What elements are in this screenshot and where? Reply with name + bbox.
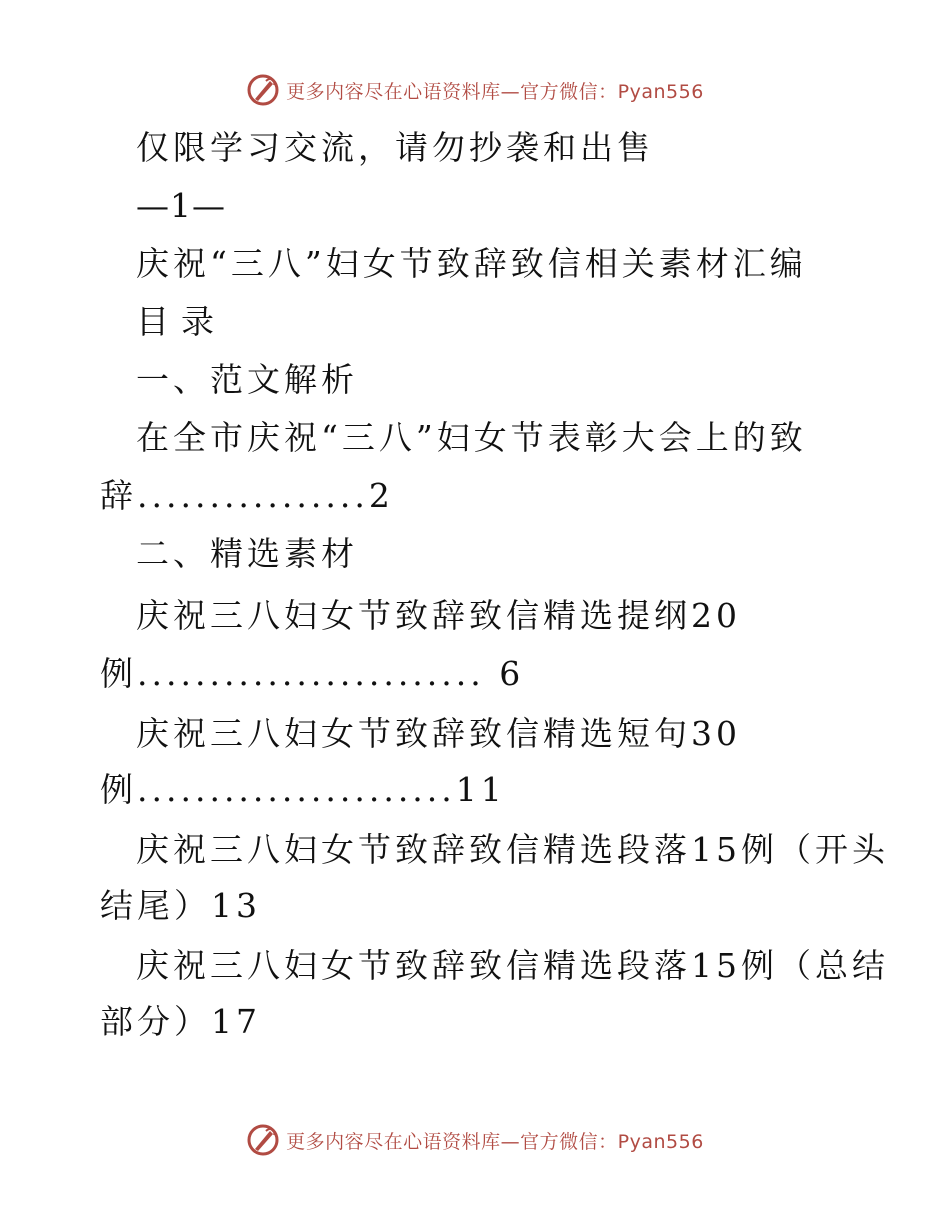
quill-logo-icon xyxy=(246,1123,280,1157)
toc-entry: 在全市庆祝“三八”妇女节表彰大会上的致 xyxy=(136,418,807,457)
toc-entry: 庆祝三八妇女节致辞致信精选段落15例（总结 xyxy=(136,946,889,985)
toc-entry-continuation: 例........................ 6 xyxy=(100,654,525,693)
toc-entry-continuation: 辞................2 xyxy=(100,476,394,515)
toc-section-heading: 一、范文解析 xyxy=(136,360,358,399)
page-number: —1— xyxy=(136,186,226,225)
watermark-text: 更多内容尽在心语资料库—官方微信：Pyan556 xyxy=(286,80,704,103)
toc-entry: 庆祝三八妇女节致辞致信精选短句30 xyxy=(136,714,741,753)
disclaimer-line: 仅限学习交流，请勿抄袭和出售 xyxy=(136,128,654,167)
toc-entry: 庆祝三八妇女节致辞致信精选段落15例（开头 xyxy=(136,830,889,869)
toc-entry-continuation: 例......................11 xyxy=(100,770,506,809)
toc-heading: 目录 xyxy=(136,302,226,341)
toc-entry-continuation: 部分）17 xyxy=(100,1002,261,1041)
watermark-text: 更多内容尽在心语资料库—官方微信：Pyan556 xyxy=(286,1130,704,1153)
toc-section-heading: 二、精选素材 xyxy=(136,534,358,573)
toc-entry: 庆祝三八妇女节致辞致信精选提纲20 xyxy=(136,596,741,635)
toc-entry-continuation: 结尾）13 xyxy=(100,886,261,925)
document-title: 庆祝“三八”妇女节致辞致信相关素材汇编 xyxy=(136,244,807,283)
footer-watermark xyxy=(0,1120,950,1160)
